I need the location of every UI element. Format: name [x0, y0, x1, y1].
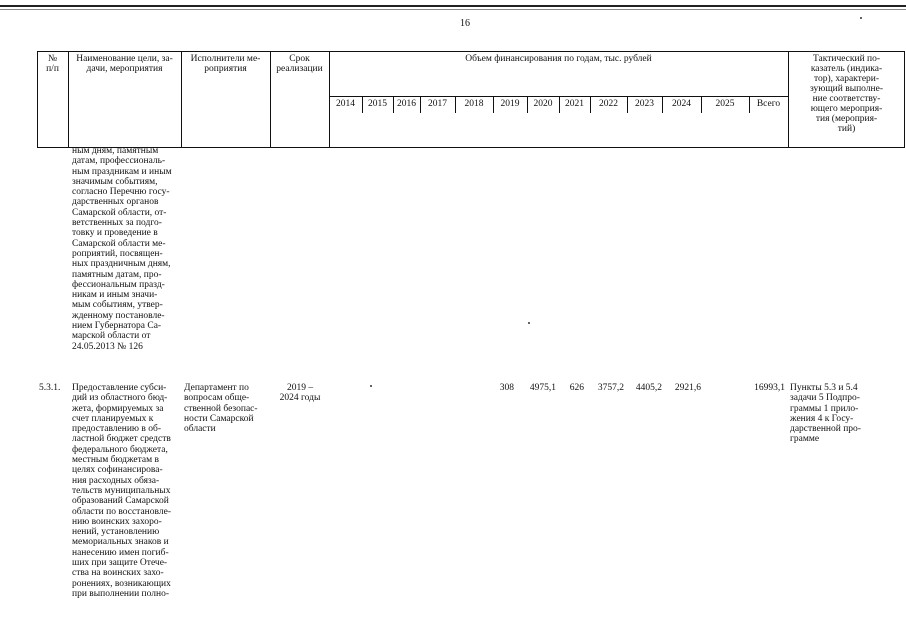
row-value-2019: 308: [499, 383, 514, 393]
header-term: Срок реализации: [276, 54, 323, 74]
table-header: [37, 51, 905, 148]
row-name: Предоставление субси- дий из областного бюд- жета, формируемых за счет планируемых к предоставлению в об- ластной бюджет средств федерального бюджета, местным бюджетам в целях софинансирова- ния расходных обяза- тельств муниципальных образований Самарской области по восстановле- нию воинских захоро- нений, установлению мемориальных знаков и нанесению имен погиб- ших при защите Отече- ства на воинских захо- ронениях, возникающих при выполнении полно-: [72, 383, 171, 599]
top-border-line: [0, 5, 906, 7]
row-executors: Департамент по вопросам обще- ственной безопас- ности Самарской области: [184, 383, 258, 435]
header-year-2022: 2022: [599, 99, 618, 109]
header-year-2020: 2020: [533, 99, 553, 109]
header-year-2018: 2018: [464, 99, 484, 109]
row-value-2021: 626: [569, 383, 584, 393]
header-total: Всего: [756, 99, 781, 109]
continuation-text: ным дням, памятным датам, профессиональ- ным праздникам и иным значимым событиям, согласно Перечню госу- дарственных органов Самарской области, от- ветственных за подго- товку и проведение в Самарской области ме- роприятий, посвящен- ных праздничным дням, памятным датам, про- фессиональным празд- никам и иным значи- мым событиям, утвер- жденному постановле- нием Губернатора Са- марской области от 24.05.2013 № 126: [72, 146, 172, 352]
top-border-line-thin: [0, 9, 906, 10]
header-year-2019: 2019: [500, 99, 520, 109]
row-value-2022: 3757,2: [597, 383, 624, 393]
header-year-2025: 2025: [715, 99, 735, 109]
header-year-2024: 2024: [672, 99, 691, 109]
scan-speck: [528, 322, 530, 324]
row-number: 5.3.1.: [39, 383, 61, 393]
header-indicator: Тактический по- казатель (индика- тор), характери- зующий выполне- ние соответству- ющего мероприя- тия (мероприя- тий): [809, 54, 884, 134]
header-executors: Исполнители ме- роприятия: [190, 54, 261, 74]
page-number: 16: [460, 18, 470, 29]
row-value-2024: 2921,6: [674, 383, 701, 393]
header-year-2017: 2017: [428, 99, 447, 109]
row-value-2020: 4975,1: [529, 383, 556, 393]
row-total: 16993,1: [754, 383, 785, 393]
header-year-2023: 2023: [635, 99, 654, 109]
row-value-2023: 4405,2: [635, 383, 662, 393]
header-year-2016: 2016: [397, 99, 416, 109]
row-indicator: Пункты 5.3 и 5.4 задачи 5 Подпро- граммы 1 прило- жения 4 к Госу- дарственной про- грамме: [790, 383, 861, 445]
header-number: № п/п: [46, 54, 59, 74]
row-term: 2019 – 2024 годы: [279, 383, 321, 404]
header-name: Наименование цели, за- дачи, мероприятия: [76, 54, 173, 74]
header-financing: Объем финансирования по годам, тыс. рублей: [465, 54, 652, 64]
scan-speck: [370, 385, 372, 387]
header-year-2015: 2015: [368, 99, 387, 109]
header-year-2014: 2014: [336, 99, 355, 109]
scan-speck: [860, 17, 862, 19]
header-year-2021: 2021: [565, 99, 584, 109]
